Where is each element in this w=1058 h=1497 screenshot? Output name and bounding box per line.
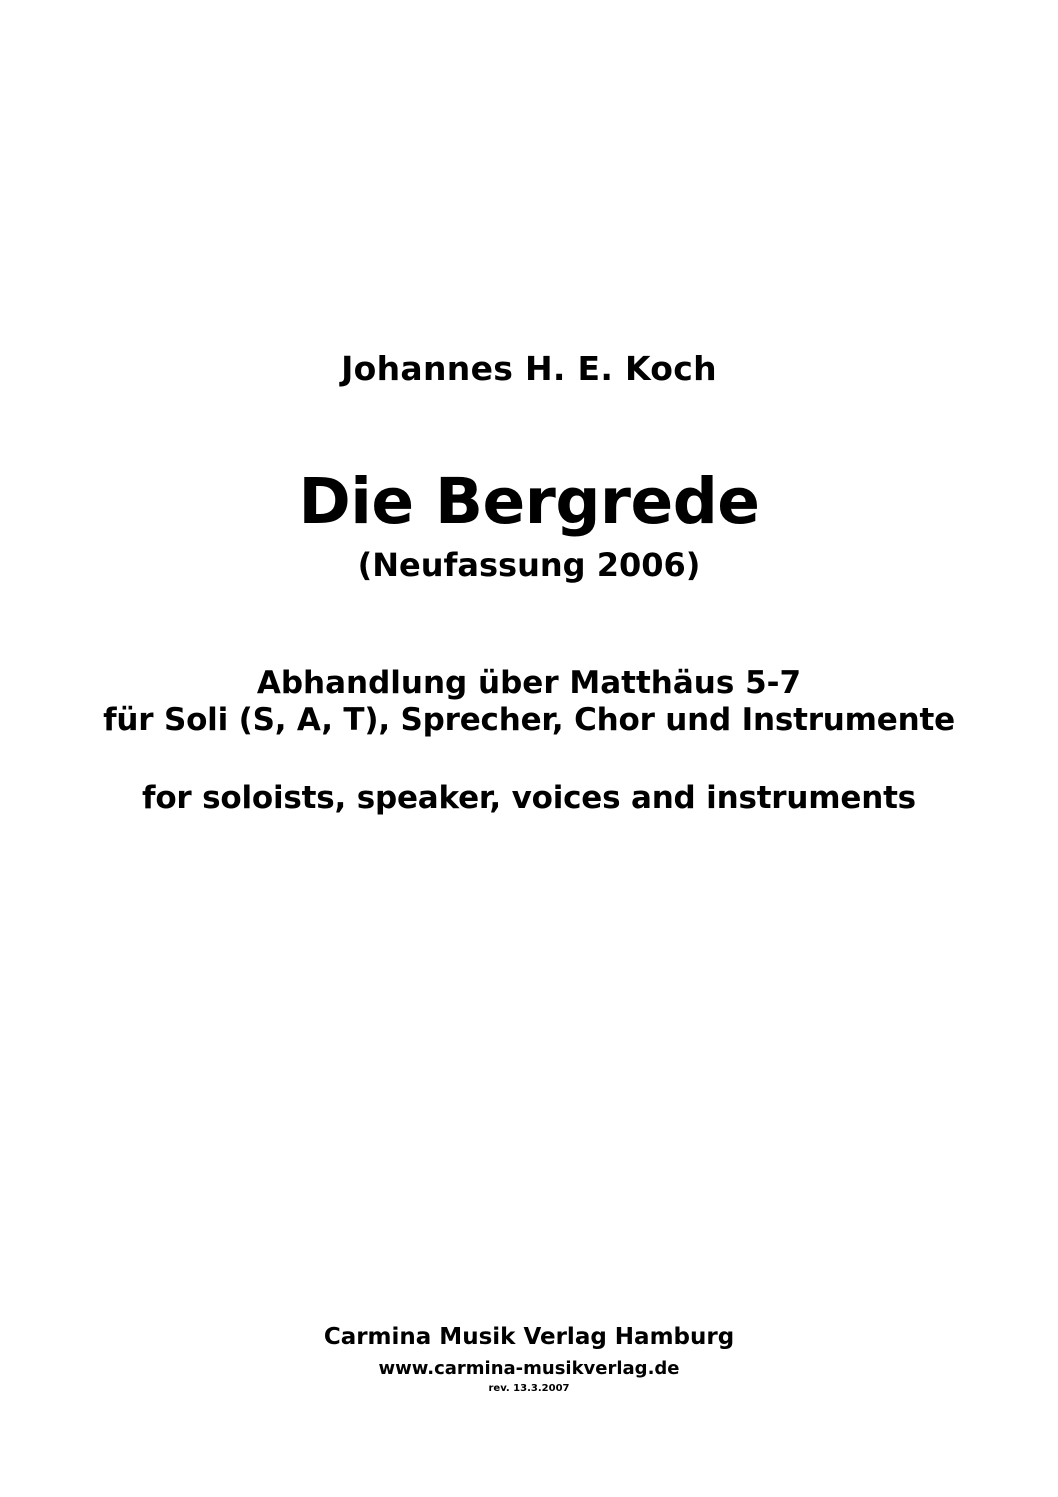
- subtitle-german-line-2: für Soli (S, A, T), Sprecher, Chor und Instrumente: [103, 702, 955, 738]
- work-title: Die Bergrede: [298, 465, 760, 538]
- version-note: (Neufassung 2006): [357, 546, 701, 584]
- composer-name: Johannes H. E. Koch: [341, 349, 717, 388]
- subtitle-english: for soloists, speaker, voices and instruments: [142, 780, 916, 816]
- subtitle-german-line-1: Abhandlung über Matthäus 5-7: [256, 665, 802, 701]
- publisher-website: www.carmina-musikverlag.de: [378, 1358, 680, 1379]
- revision-date: rev. 13.3.2007: [488, 1383, 570, 1394]
- publisher-name: Carmina Musik Verlag Hamburg: [323, 1324, 735, 1350]
